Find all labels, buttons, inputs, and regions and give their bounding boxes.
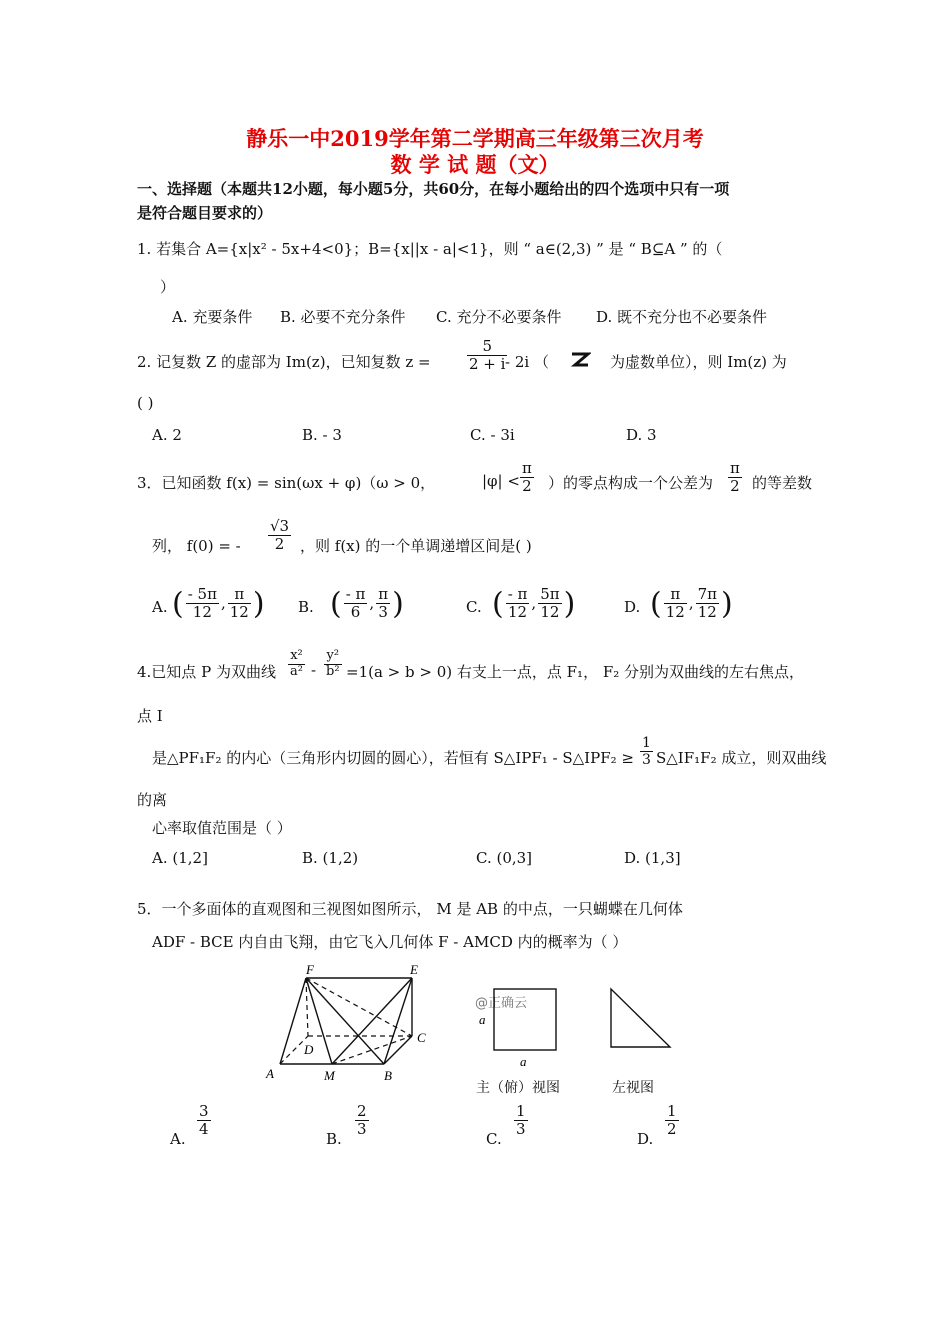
q3-d-right-num: 7π bbox=[697, 585, 717, 603]
front-view-side-label: a bbox=[479, 1012, 486, 1027]
section-header-line2: 是符合题目要求的） bbox=[137, 204, 273, 222]
q4-line5: 心率取值范围是（ ） bbox=[152, 819, 292, 837]
q2-option-a: A. 2 bbox=[152, 426, 182, 444]
q4-line2: 点 I bbox=[137, 707, 163, 725]
q2-frac-num: 5 bbox=[467, 338, 507, 356]
q3-option-b-label: B. bbox=[298, 598, 314, 616]
q2-frac-den: 2 + i bbox=[469, 355, 506, 374]
q5-option-a-frac bbox=[195, 1103, 213, 1139]
q2-option-d: D. 3 bbox=[626, 426, 657, 444]
q3-option-d-interval: ( $\frac{\pi}{12}$ , $\frac{7\pi}{12}$ ) bbox=[650, 585, 733, 622]
q4-option-c: C. (0,3] bbox=[476, 849, 533, 867]
q3-sqrt3: √3 bbox=[270, 517, 290, 535]
q3-pi-b: π bbox=[730, 459, 740, 477]
q4-a2: a² bbox=[290, 663, 303, 679]
q3-two-b: 2 bbox=[730, 477, 740, 496]
left-view-triangle bbox=[606, 986, 676, 1052]
q4-option-a: A. (1,2] bbox=[152, 849, 208, 867]
q3-phi-cond: |φ| < bbox=[482, 472, 520, 490]
q5-b-den: 3 bbox=[357, 1120, 367, 1139]
q3-c-left-num: - π bbox=[507, 585, 528, 603]
q4-b2: b² bbox=[326, 663, 340, 679]
q5-d-den: 2 bbox=[667, 1120, 677, 1139]
q3-c-left-den: 12 bbox=[508, 603, 528, 622]
q5-option-c-label: C. bbox=[486, 1130, 502, 1148]
q3-pi-a: π bbox=[522, 459, 532, 477]
q3-pi-over-2-a bbox=[518, 460, 536, 496]
paper-subtitle: 数 学 试 题（文） bbox=[390, 152, 560, 177]
left-view-caption: 左视图 bbox=[612, 1080, 654, 1096]
q5-option-a-label: A. bbox=[170, 1130, 186, 1148]
q5-a-den: 4 bbox=[199, 1120, 209, 1139]
section-header-line1: 一、选择题（本题共12小题，每小题5分，共60分，在每小题给出的四个选项中只有一项 bbox=[137, 180, 730, 198]
front-view-square bbox=[476, 986, 566, 1070]
label-f: F bbox=[306, 962, 314, 977]
q5-c-num: 1 bbox=[516, 1102, 526, 1120]
q3-stem-b: ）的零点构成一个公差为 bbox=[548, 474, 714, 492]
q3-option-d-label: D. bbox=[624, 598, 641, 616]
q3-option-a-label: A. bbox=[152, 598, 168, 616]
q3-option-c-interval: ( $\frac{- \pi}{12}$ , $\frac{5\pi}{12}$ ) bbox=[492, 585, 576, 622]
q3-stem-a: 3．已知函数 f(x) = sin(ωx + φ)（ω > 0， bbox=[137, 474, 436, 492]
q3-stem-c: 的等差数 bbox=[752, 474, 813, 492]
q3-a-right-num: π bbox=[228, 586, 251, 604]
q3-b-left-den: 6 bbox=[350, 603, 361, 622]
front-view-caption: 主（俯）视图 bbox=[476, 1080, 560, 1096]
front-view-bottom-label: a bbox=[520, 1054, 527, 1069]
q2-fraction bbox=[465, 338, 509, 374]
q3-d-right-den: 12 bbox=[697, 603, 717, 622]
q4-line3-b: S△IF₁F₂ 成立，则双曲线 bbox=[656, 749, 827, 767]
label-d: D bbox=[304, 1042, 314, 1057]
q3-option-b-interval: ( $\frac{- \pi}{6}$ , $\frac{\pi}{3}$ ) bbox=[330, 585, 404, 622]
q3-c-right-den: 12 bbox=[540, 603, 560, 622]
q5-d-num: 1 bbox=[667, 1102, 677, 1120]
q5-line2: ADF - BCE 内自由飞翔，由它飞入几何体 F - AMCD 内的概率为（ ） bbox=[152, 933, 628, 951]
q4-option-b: B. (1,2) bbox=[302, 849, 359, 867]
q3-b-left-num: - π bbox=[345, 585, 366, 603]
q4-y2: y² bbox=[324, 649, 342, 665]
polyhedron-figure bbox=[260, 960, 440, 1085]
label-b: B bbox=[384, 1068, 392, 1083]
q5-option-b-frac bbox=[353, 1103, 371, 1139]
q3-a-left-den: 12 bbox=[192, 603, 212, 622]
q2-option-b: B. - 3 bbox=[302, 426, 342, 444]
q1-option-b: B. 必要不充分条件 bbox=[280, 308, 406, 326]
q3-line2-a: 列， f(0) = - bbox=[152, 537, 241, 555]
q3-two-c: 2 bbox=[274, 535, 285, 554]
q4-hyperbola-y bbox=[322, 649, 344, 680]
q1-paren: ） bbox=[160, 278, 176, 296]
q4-hyperbola-x bbox=[286, 649, 307, 680]
q1-option-c: C. 充分不必要条件 bbox=[436, 308, 562, 326]
q3-a-left-num: - 5π bbox=[187, 585, 217, 603]
q3-two-a: 2 bbox=[522, 477, 532, 496]
q5-c-den: 3 bbox=[516, 1120, 526, 1139]
q2-fraction-value bbox=[467, 338, 507, 374]
q3-option-a-interval: ( $\frac{- 5\pi}{12}$ , $\frac{\pi}{12}$ ) bbox=[172, 585, 265, 622]
q5-option-b-label: B. bbox=[326, 1130, 342, 1148]
q2-stem-b: - 2i （ bbox=[505, 353, 549, 371]
q5-b-num: 2 bbox=[357, 1102, 367, 1120]
q1-option-d: D. 既不充分也不必要条件 bbox=[596, 308, 768, 326]
q3-d-left-num: π bbox=[664, 586, 687, 604]
q3-a-right-den: 12 bbox=[229, 603, 249, 622]
q4-line4: 的离 bbox=[137, 791, 168, 809]
imaginary-unit-glyph-icon bbox=[569, 350, 591, 372]
q3-line2-b: ，则 f(x) 的一个单调递增区间是( ) bbox=[300, 537, 532, 555]
q2-paren: ( ) bbox=[137, 394, 154, 412]
q4-stem-a: 4.已知点 P 为双曲线 bbox=[137, 663, 276, 681]
q5-option-d-frac bbox=[663, 1103, 681, 1139]
q1-stem: 1. 若集合 A={x|x² - 5x+4<0}；B={x||x - a|<1}，则 “ a∈(2,3) ” 是 “ B⊆A ” 的（ bbox=[137, 240, 723, 258]
q4-three: 3 bbox=[642, 752, 651, 769]
label-m: M bbox=[324, 1068, 335, 1083]
q4-line3-a: 是△PF₁F₂ 的内心（三角形内切圆的圆心），若恒有 S△IPF₁ - S△IPF₂ ≥ bbox=[152, 749, 634, 767]
q1-option-a: A. 充要条件 bbox=[172, 308, 253, 326]
label-e: E bbox=[410, 962, 418, 977]
label-c: C bbox=[417, 1030, 426, 1045]
q4-x2: x² bbox=[288, 649, 305, 665]
q3-sqrt3-over-2 bbox=[266, 518, 293, 554]
q3-pi-over-2-b bbox=[726, 460, 744, 496]
q2-stem-c: 为虚数单位），则 Im(z) 为 bbox=[610, 353, 787, 371]
q4-stem-b: =1(a > b > 0) 右支上一点，点 F₁， F₂ 分别为双曲线的左右焦点， bbox=[346, 663, 805, 681]
q4-one: 1 bbox=[642, 735, 651, 751]
q5-option-c-frac bbox=[512, 1103, 530, 1139]
q5-line1: 5．一个多面体的直观图和三视图如图所示， M 是 AB 的中点，一只蝴蝶在几何体 bbox=[137, 900, 683, 918]
q3-d-left-den: 12 bbox=[665, 603, 685, 622]
q2-stem-a: 2. 记复数 Z 的虚部为 Im(z)，已知复数 z = bbox=[137, 353, 431, 371]
q3-b-right-num: π bbox=[378, 585, 389, 603]
q4-one-third bbox=[638, 735, 655, 768]
q3-c-right-num: 5π bbox=[540, 585, 560, 603]
label-a: A bbox=[266, 1066, 274, 1081]
q3-option-c-label: C. bbox=[466, 598, 482, 616]
q2-option-c: C. - 3i bbox=[470, 426, 515, 444]
q5-option-d-label: D. bbox=[637, 1130, 654, 1148]
watermark-text: @正确云 bbox=[475, 996, 528, 1011]
q3-b-right-den: 3 bbox=[378, 603, 388, 622]
q5-a-num: 3 bbox=[199, 1102, 209, 1120]
q4-minus: - bbox=[311, 661, 317, 679]
q4-option-d: D. (1,3] bbox=[624, 849, 681, 867]
paper-title: 静乐一中2019学年第二学期高三年级第三次月考 bbox=[246, 126, 704, 151]
